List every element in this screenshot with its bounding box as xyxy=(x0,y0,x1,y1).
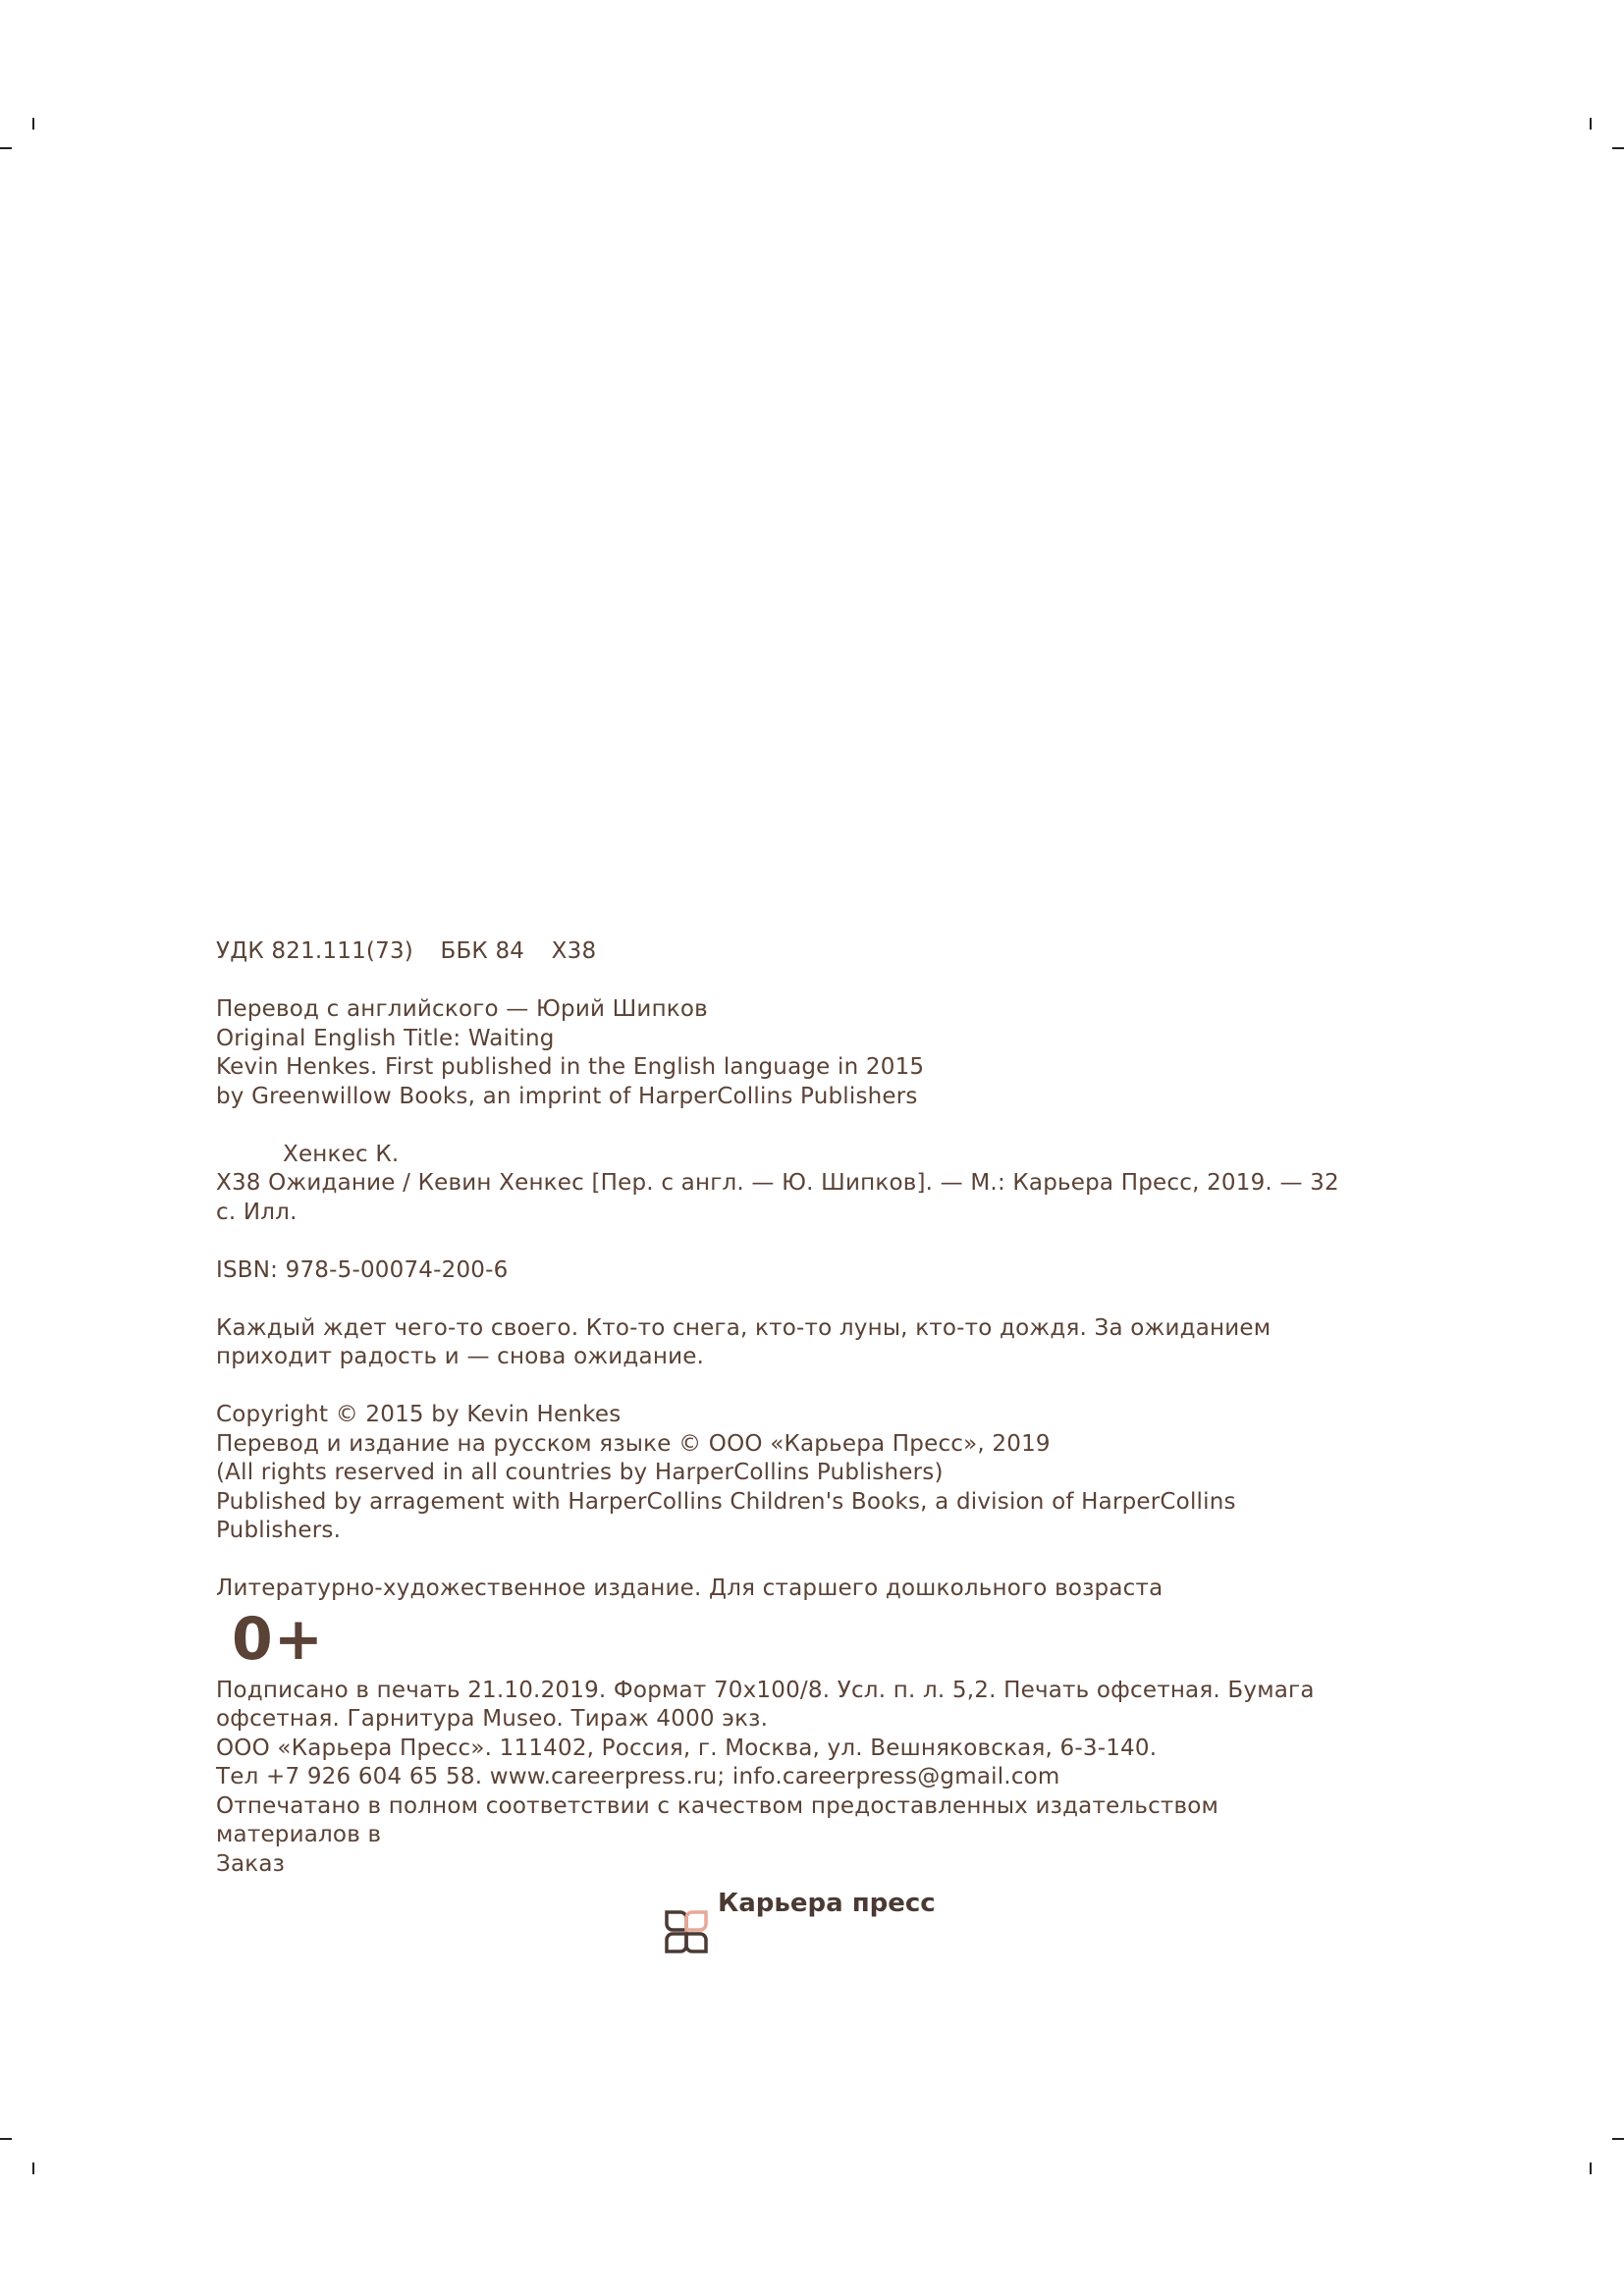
flower-logo-icon xyxy=(663,1908,710,1955)
credit-line: Kevin Henkes. First published in the English language in 2015 xyxy=(216,1054,925,1080)
annotation xyxy=(216,1314,1434,1372)
crop-mark-bottom-left-h xyxy=(0,2138,12,2140)
bbk-code: ББК 84 xyxy=(440,938,525,964)
author-mark: Х38 xyxy=(551,938,597,964)
annotation-line: приходит радость и — снова ожидание. xyxy=(216,1344,705,1369)
credits-block xyxy=(216,995,1434,1111)
print-info-line: Отпечатано в полном соответствии с качеством предоставленных издательством xyxy=(216,1792,1219,1819)
udk-code: УДК 821.111(73) xyxy=(216,938,413,964)
crop-mark-bottom-right-h xyxy=(1612,2138,1624,2140)
publisher-logo xyxy=(663,1889,936,1955)
copyright-line: Publishers. xyxy=(216,1518,342,1543)
publisher-name: Карьера пресс xyxy=(718,1889,936,1918)
copyright-line: Copyright © 2015 by Kevin Henkes xyxy=(216,1402,622,1427)
crop-mark-bottom-left-v xyxy=(32,2163,34,2174)
imprint-page xyxy=(216,937,1434,1879)
catalog-entry xyxy=(216,1141,1434,1228)
catalog-entry-line: Х38 Ожидание / Кевин Хенкес [Пер. с англ. — Ю. Шипков]. — М.: Карьера Пресс, 2019. — 32 xyxy=(216,1170,1339,1196)
print-info-line: ООО «Карьера Пресс». 111402, Россия, г. Москва, ул. Вешняковская, 6-3-140. xyxy=(216,1735,1158,1761)
classification-codes xyxy=(216,937,1434,967)
crop-mark-bottom-right-v xyxy=(1590,2163,1592,2174)
copyright-block xyxy=(216,1401,1434,1546)
catalog-author: Хенкес К. xyxy=(283,1141,400,1167)
age-rating: 0+ xyxy=(232,1604,325,1674)
crop-mark-top-right-v xyxy=(1590,118,1592,130)
crop-mark-top-left-h xyxy=(0,147,12,149)
credit-line: Перевод с английского — Юрий Шипков xyxy=(216,996,708,1022)
edition-type: Литературно-художественное издание. Для старшего дошкольного возраста xyxy=(216,1575,1164,1601)
print-info-line: материалов в xyxy=(216,1822,382,1847)
copyright-line: Перевод и издание на русском языке © ООО «Карьера Пресс», 2019 xyxy=(216,1430,1051,1457)
catalog-entry-line: с. Илл. xyxy=(216,1199,298,1225)
print-info-line: Заказ xyxy=(216,1850,286,1877)
annotation-line: Каждый ждет чего-то своего. Кто-то снега, кто-то луны, кто-то дождя. За ожиданием xyxy=(216,1314,1272,1341)
crop-mark-top-left-v xyxy=(32,118,34,130)
credit-line: by Greenwillow Books, an imprint of HarperCollins Publishers xyxy=(216,1083,918,1109)
copyright-line: Published by arragement with HarperCollins Children's Books, a division of HarperCollins xyxy=(216,1488,1236,1515)
crop-mark-top-right-h xyxy=(1612,147,1624,149)
print-info-line: Подписано в печать 21.10.2019. Формат 70х100/8. Усл. п. л. 5,2. Печать офсетная. Бумага xyxy=(216,1677,1315,1703)
isbn: ISBN: 978-5-00074-200-6 xyxy=(216,1256,509,1283)
credit-line: Original English Title: Waiting xyxy=(216,1025,555,1051)
print-info-line: офсетная. Гарнитура Museo. Тираж 4000 экз. xyxy=(216,1706,769,1732)
print-info-block xyxy=(216,1677,1434,1880)
print-info-line: Тел +7 926 604 65 58. www.careerpress.ru; info.careerpress@gmail.com xyxy=(216,1764,1060,1789)
copyright-line: (All rights reserved in all countries by HarperCollins Publishers) xyxy=(216,1460,944,1485)
